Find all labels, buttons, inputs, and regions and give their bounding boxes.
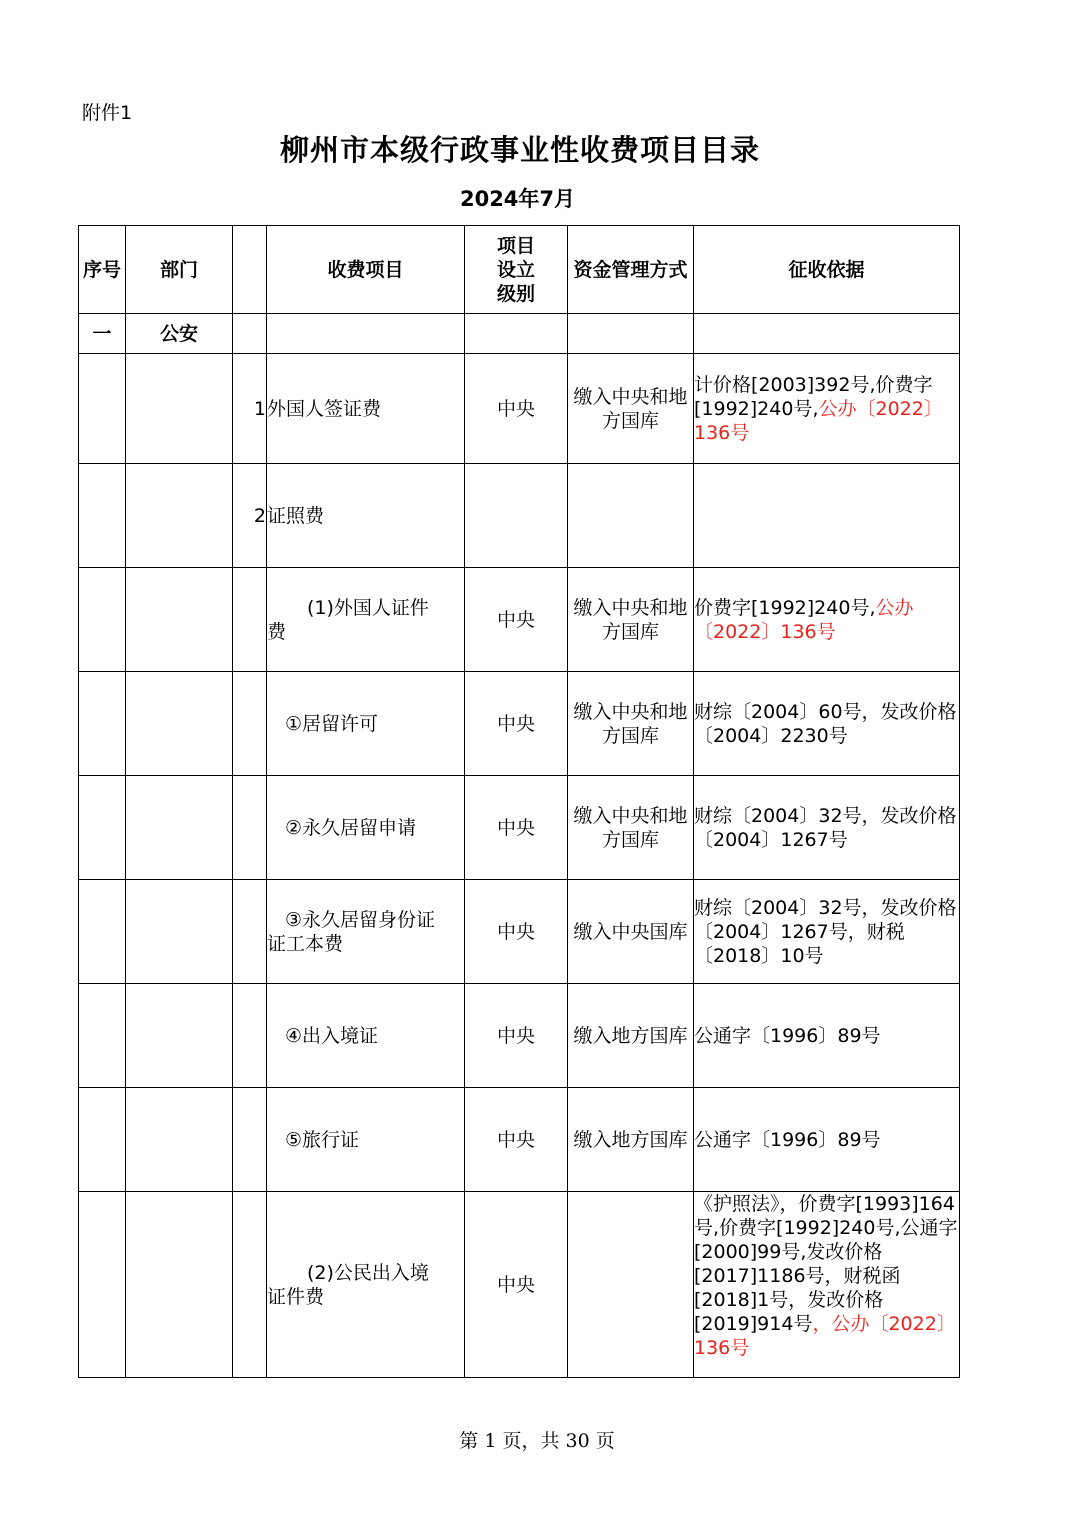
fund-cell: 缴入地方国库 bbox=[568, 984, 694, 1088]
attachment-label: 附件1 bbox=[82, 102, 133, 124]
basis-cell: 公通字〔1996〕89号 bbox=[694, 984, 960, 1088]
table-row bbox=[79, 464, 960, 568]
header-dept: 部门 bbox=[126, 226, 233, 314]
empty-cell bbox=[126, 1088, 233, 1192]
empty-cell bbox=[694, 314, 960, 354]
row-number: 1 bbox=[233, 354, 267, 464]
empty-cell bbox=[79, 568, 126, 672]
header-seq: 序号 bbox=[79, 226, 126, 314]
level-cell bbox=[465, 464, 568, 568]
header-subnum bbox=[233, 226, 267, 314]
empty-cell bbox=[126, 568, 233, 672]
empty-cell bbox=[267, 314, 465, 354]
empty-cell bbox=[126, 1192, 233, 1378]
row-number bbox=[233, 672, 267, 776]
fund-cell bbox=[568, 1192, 694, 1378]
fund-cell: 缴入中央和地方国库 bbox=[568, 568, 694, 672]
empty-cell bbox=[79, 1088, 126, 1192]
fee-item-line2: 证工本费 bbox=[267, 932, 344, 955]
fee-item: 外国人签证费 bbox=[267, 354, 465, 464]
basis-red-text: 公办〔2022〕136号 bbox=[694, 397, 943, 444]
empty-cell bbox=[79, 1192, 126, 1378]
basis-cell: 财综〔2004〕32号，发改价格〔2004〕1267号，财税〔2018〕10号 bbox=[694, 880, 960, 984]
empty-cell bbox=[79, 672, 126, 776]
table-row bbox=[79, 568, 960, 672]
section-dept: 公安 bbox=[126, 314, 233, 354]
fee-item bbox=[267, 672, 465, 776]
row-number bbox=[233, 984, 267, 1088]
empty-cell bbox=[465, 314, 568, 354]
fee-item bbox=[267, 776, 465, 880]
row-number bbox=[233, 1192, 267, 1378]
fund-cell: 缴入地方国库 bbox=[568, 1088, 694, 1192]
row-number: 2 bbox=[233, 464, 267, 568]
fund-cell: 缴入中央和地方国库 bbox=[568, 776, 694, 880]
document-date: 2024年7月 bbox=[459, 187, 576, 211]
fee-table bbox=[78, 225, 960, 1378]
level-cell: 中央 bbox=[465, 568, 568, 672]
empty-cell bbox=[126, 984, 233, 1088]
header-fund: 资金管理方式 bbox=[568, 226, 694, 314]
section-row bbox=[79, 314, 960, 354]
table-row bbox=[79, 1088, 960, 1192]
fee-item-label: ④出入境证 bbox=[285, 1024, 379, 1047]
fee-item bbox=[267, 1088, 465, 1192]
fund-cell: 缴入中央和地方国库 bbox=[568, 354, 694, 464]
fund-cell bbox=[568, 464, 694, 568]
empty-cell bbox=[568, 314, 694, 354]
fee-item-label: ②永久居留申请 bbox=[285, 816, 417, 839]
table-row bbox=[79, 672, 960, 776]
level-cell: 中央 bbox=[465, 672, 568, 776]
basis-cell: 公通字〔1996〕89号 bbox=[694, 1088, 960, 1192]
table-row bbox=[79, 354, 960, 464]
level-cell: 中央 bbox=[465, 1192, 568, 1378]
fee-item-label: ①居留许可 bbox=[285, 712, 379, 735]
table-row bbox=[79, 776, 960, 880]
basis-cell bbox=[694, 1192, 960, 1378]
fee-item-line1: (1)外国人证件 bbox=[307, 596, 429, 619]
fee-item bbox=[267, 984, 465, 1088]
fund-cell: 缴入中央和地方国库 bbox=[568, 672, 694, 776]
row-number bbox=[233, 1088, 267, 1192]
table-header-row bbox=[79, 226, 960, 314]
fee-item-line2: 费 bbox=[267, 620, 287, 643]
basis-red-text: ，公办〔2022〕136号 bbox=[694, 1313, 956, 1359]
row-number bbox=[233, 776, 267, 880]
basis-text: 计价格[2003]392号,价费字[1992]240号, bbox=[694, 373, 933, 420]
section-seq: 一 bbox=[79, 314, 126, 354]
empty-cell bbox=[79, 984, 126, 1088]
basis-cell bbox=[694, 464, 960, 568]
level-cell: 中央 bbox=[465, 776, 568, 880]
empty-cell bbox=[79, 464, 126, 568]
basis-cell: 财综〔2004〕32号，发改价格〔2004〕1267号 bbox=[694, 776, 960, 880]
empty-cell bbox=[233, 314, 267, 354]
empty-cell bbox=[126, 880, 233, 984]
page-footer: 第 1 页，共 30 页 bbox=[459, 1430, 615, 1452]
basis-cell bbox=[694, 568, 960, 672]
fee-item bbox=[267, 880, 465, 984]
fee-item-line1: ③永久居留身份证 bbox=[285, 908, 436, 931]
fee-item-line1: (2)公民出入境 bbox=[307, 1261, 429, 1284]
basis-red-text: 公办〔2022〕136号 bbox=[694, 596, 914, 643]
fee-item-line2: 证件费 bbox=[267, 1285, 325, 1308]
basis-text: 《护照法》，价费字[1993]164号,价费字[1992]240号,公通字[2000]99号,发改价格[2017]1186号，财税函[2018]1号，发改价格[2019]914号 bbox=[694, 1193, 958, 1335]
fee-item-label: ⑤旅行证 bbox=[285, 1128, 360, 1151]
header-item: 收费项目 bbox=[267, 226, 465, 314]
level-cell: 中央 bbox=[465, 1088, 568, 1192]
fund-cell: 缴入中央国库 bbox=[568, 880, 694, 984]
empty-cell bbox=[126, 464, 233, 568]
row-number bbox=[233, 568, 267, 672]
empty-cell bbox=[79, 354, 126, 464]
row-number bbox=[233, 880, 267, 984]
basis-cell: 财综〔2004〕60号，发改价格〔2004〕2230号 bbox=[694, 672, 960, 776]
empty-cell bbox=[79, 776, 126, 880]
empty-cell bbox=[126, 776, 233, 880]
table-row bbox=[79, 880, 960, 984]
level-cell: 中央 bbox=[465, 354, 568, 464]
table-row bbox=[79, 984, 960, 1088]
fee-item bbox=[267, 1192, 465, 1378]
document-title: 柳州市本级行政事业性收费项目目录 bbox=[279, 133, 760, 167]
level-cell: 中央 bbox=[465, 880, 568, 984]
basis-clip bbox=[694, 1192, 959, 1360]
basis-text: 价费字[1992]240号, bbox=[694, 596, 876, 619]
table-row bbox=[79, 1192, 960, 1378]
header-level: 项目设立级别 bbox=[465, 226, 568, 314]
level-cell: 中央 bbox=[465, 984, 568, 1088]
empty-cell bbox=[126, 354, 233, 464]
empty-cell bbox=[79, 880, 126, 984]
empty-cell bbox=[126, 672, 233, 776]
fee-item: 证照费 bbox=[267, 464, 465, 568]
header-basis: 征收依据 bbox=[694, 226, 960, 314]
fee-item bbox=[267, 568, 465, 672]
basis-cell bbox=[694, 354, 960, 464]
